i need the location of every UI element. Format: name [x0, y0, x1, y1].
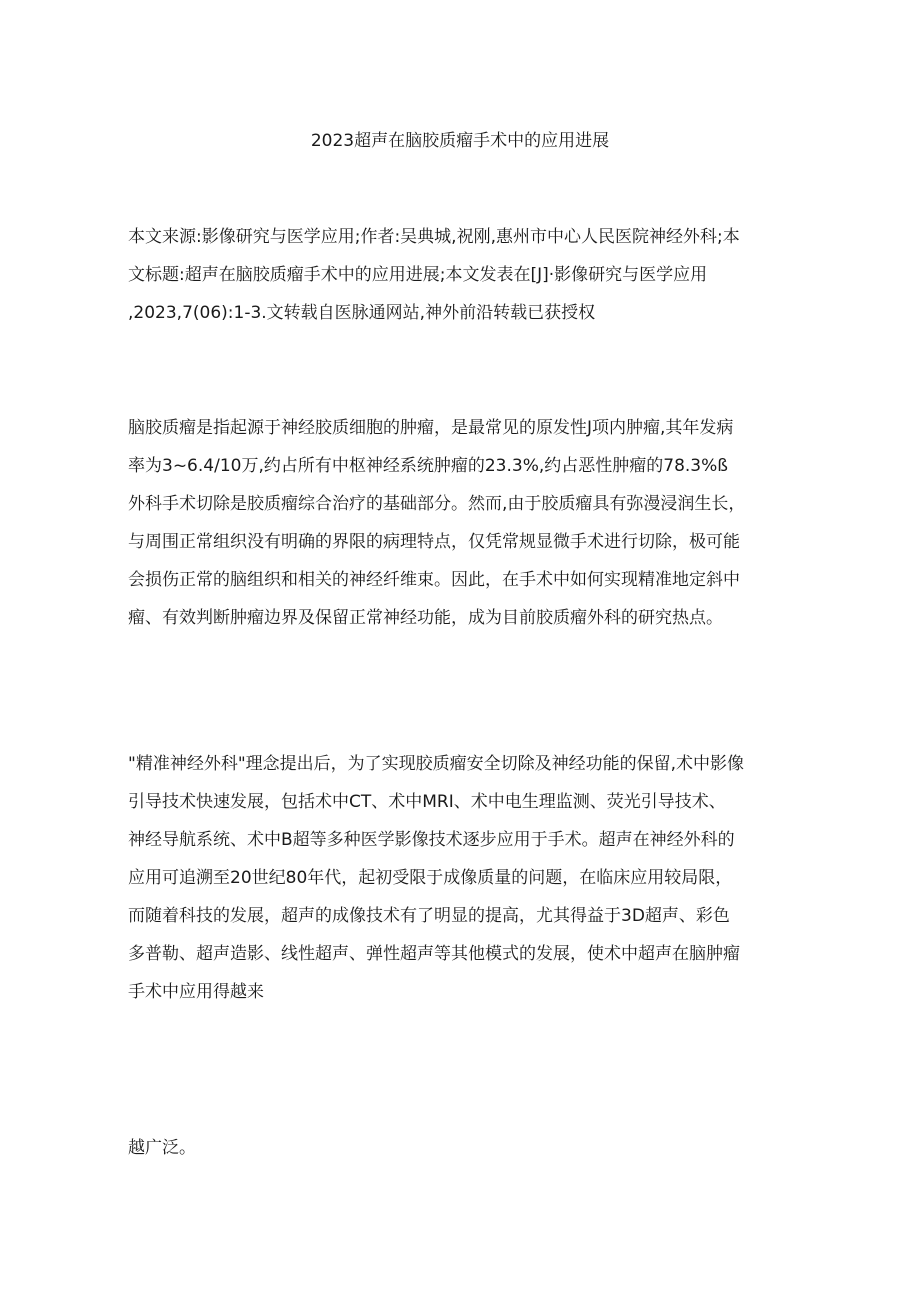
paragraph-line: 手术中应用得越来: [128, 982, 264, 1002]
paragraph-line: 率为3~6.4/10万,约占所有中枢神经系统肿瘤的23.3%,约占恶性肿瘤的78.3%ß: [128, 456, 728, 476]
paragraph-line: 多普勒、超声造影、线性超声、弹性超声等其他模式的发展，使术中超声在脑肿瘤: [128, 944, 740, 964]
paragraph-line: 脑胶质瘤是指起源于神经胶质细胞的肿瘤，是最常见的原发性J项内肿瘤,其年发病: [128, 418, 734, 438]
paragraph-line: 本文来源:影像研究与医学应用;作者:吴典城,祝刚,惠州市中心人民医院神经外科;本: [128, 227, 740, 247]
paragraph-line: 应用可追溯至20世纪80年代，起初受限于成像质量的问题，在临床应用较局限，: [128, 868, 733, 888]
concept-paragraph: [128, 745, 828, 1011]
document-title: 2023超声在脑胶质瘤手术中的应用进展: [310, 131, 610, 151]
paragraph-line: ,2023,7(06):1-3.文转载自医脉通网站,神外前沿转载已获授权: [128, 303, 596, 323]
paragraph-line: 神经导航系统、术中B超等多种医学影像技术逐步应用于手术。超声在神经外科的: [128, 830, 735, 850]
intro-paragraph: [128, 409, 828, 637]
paragraph-line: 外科手术切除是胶质瘤综合治疗的基础部分。然而,由于胶质瘤具有弥漫浸润生长，: [128, 494, 746, 514]
paragraph-line: 与周围正常组织没有明确的界限的病理特点，仅凭常规显微手术进行切除，极可能: [128, 532, 740, 552]
paragraph-line: 会损伤正常的脑组织和相关的神经纤维束。因此，在手术中如何实现精准地定斜中: [128, 570, 740, 590]
paragraph-line: 瘤、有效判断肿瘤边界及保留正常神经功能，成为目前胶质瘤外科的研究热点。: [128, 608, 723, 628]
paragraph-line: 越广泛。: [128, 1138, 196, 1158]
paragraph-line: 文标题:超声在脑胶质瘤手术中的应用进展;本文发表在[J]·影像研究与医学应用: [128, 265, 708, 285]
paragraph-line: 引导技术快速发展，包括术中CT、术中MRI、术中电生理监测、荧光引导技术、: [128, 792, 726, 812]
paragraph-line: 而随着科技的发展，超声的成像技术有了明显的提高，尤其得益于3D超声、彩色: [128, 906, 730, 926]
paragraph-line: "精准神经外科"理念提出后，为了实现胶质瘤安全切除及神经功能的保留,术中影像: [128, 754, 745, 774]
tail-paragraph: [128, 1129, 828, 1167]
source-paragraph: [128, 218, 828, 332]
